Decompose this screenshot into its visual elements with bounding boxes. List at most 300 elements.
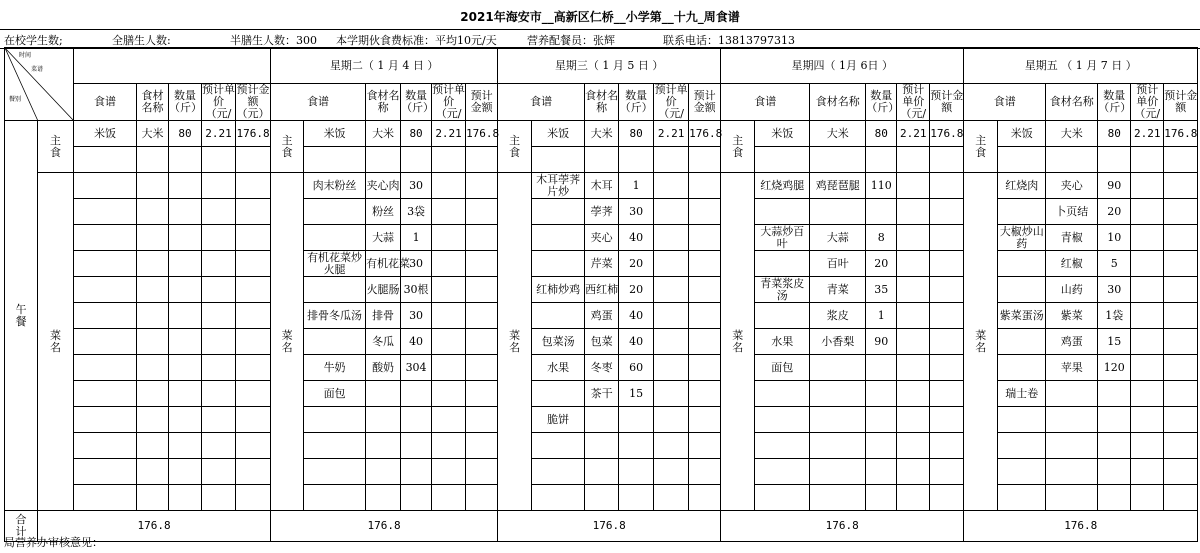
dish-ingredient — [137, 433, 169, 459]
dish-amount — [466, 173, 498, 199]
dish-ingredient — [137, 407, 169, 433]
dish-ingredient — [810, 433, 866, 459]
dish-amount — [1164, 355, 1198, 381]
dish-qty — [866, 459, 897, 485]
dish-ingredient: 夹心肉 — [366, 173, 401, 199]
table-row — [5, 173, 1198, 199]
dish-amount — [236, 225, 271, 251]
dish-qty — [866, 407, 897, 433]
dish-amount — [689, 329, 721, 355]
dish-price — [1131, 303, 1164, 329]
dish-price — [654, 459, 689, 485]
dish-amount — [1164, 381, 1198, 407]
staple-price: 2.21 — [654, 121, 689, 147]
dish-price — [654, 329, 689, 355]
dish-ingredient: 排骨 — [366, 303, 401, 329]
dish-price — [432, 277, 466, 303]
empty-cell — [137, 147, 169, 173]
page-title: 2021年海安市__高新区仁桥__小学第__十九_周食谱 — [460, 10, 740, 24]
table-row — [5, 147, 1198, 173]
dish-qty: 30 — [401, 173, 432, 199]
dish-price — [1131, 485, 1164, 511]
dish-ingredient: 大蒜 — [366, 225, 401, 251]
dish-ingredient — [137, 199, 169, 225]
dish-name — [532, 251, 585, 277]
dish-name: 红烧鸡腿 — [755, 173, 810, 199]
price-header: 预计单价（元/ — [897, 84, 930, 121]
dish-price — [1131, 459, 1164, 485]
empty-cell — [930, 147, 964, 173]
dish-name: 红柿炒鸡 — [532, 277, 585, 303]
empty-cell — [897, 147, 930, 173]
empty-cell — [689, 147, 721, 173]
dish-amount — [930, 251, 964, 277]
staple-label: 主食 — [38, 121, 74, 173]
dish-ingredient: 荸荠 — [585, 199, 619, 225]
dish-qty — [401, 433, 432, 459]
dish-name: 包菜汤 — [532, 329, 585, 355]
dish-price — [654, 173, 689, 199]
dish-qty: 30 — [401, 303, 432, 329]
dish-qty: 40 — [619, 225, 654, 251]
dish-qty: 40 — [619, 329, 654, 355]
dish-qty: 30 — [1098, 277, 1131, 303]
empty-cell — [532, 147, 585, 173]
dish-label: 菜名 — [271, 173, 304, 511]
ingredient-header: 食材名称 — [810, 84, 866, 121]
dish-amount — [689, 459, 721, 485]
dish-ingredient: 浆皮 — [810, 303, 866, 329]
dish-price — [432, 485, 466, 511]
dish-amount — [1164, 459, 1198, 485]
dish-ingredient: 包菜 — [585, 329, 619, 355]
dish-qty: 15 — [619, 381, 654, 407]
empty-cell — [755, 147, 810, 173]
dish-ingredient: 鸡蛋 — [1046, 329, 1098, 355]
day-label — [74, 48, 271, 84]
dish-price — [654, 381, 689, 407]
table-row — [5, 381, 1198, 407]
dish-name — [74, 277, 137, 303]
dish-amount — [466, 407, 498, 433]
dish-amount — [466, 459, 498, 485]
dish-name — [998, 277, 1046, 303]
dish-ingredient — [810, 407, 866, 433]
dish-ingredient — [585, 485, 619, 511]
info-bar — [0, 29, 1200, 49]
dish-ingredient: 青椒 — [1046, 225, 1098, 251]
quantity-header: 数量（斤） — [169, 84, 202, 121]
staple-ingredient: 大米 — [366, 121, 401, 147]
dish-ingredient — [137, 225, 169, 251]
table-row — [5, 329, 1198, 355]
dish-amount — [1164, 199, 1198, 225]
dish-name — [74, 381, 137, 407]
dish-name — [74, 355, 137, 381]
dish-ingredient: 鸡蛋 — [585, 303, 619, 329]
dish-qty — [169, 329, 202, 355]
dish-price — [202, 277, 236, 303]
dish-qty — [169, 303, 202, 329]
dish-ingredient — [137, 303, 169, 329]
dish-qty — [866, 355, 897, 381]
dish-qty — [619, 485, 654, 511]
quantity-header: 数量（斤） — [1098, 84, 1131, 121]
dish-price — [432, 355, 466, 381]
dish-price — [654, 485, 689, 511]
dish-price — [897, 433, 930, 459]
dish-qty: 20 — [619, 277, 654, 303]
empty-cell — [169, 147, 202, 173]
dish-label: 菜名 — [38, 173, 74, 511]
dish-qty — [866, 485, 897, 511]
dish-amount — [930, 225, 964, 251]
dish-price — [1131, 225, 1164, 251]
dish-name — [755, 459, 810, 485]
day-total: 176.8 — [38, 511, 271, 542]
dish-qty: 3袋 — [401, 199, 432, 225]
dish-amount — [466, 277, 498, 303]
dish-ingredient — [585, 407, 619, 433]
dish-amount — [1164, 251, 1198, 277]
dish-price — [654, 407, 689, 433]
dish-amount — [1164, 303, 1198, 329]
dish-qty: 40 — [619, 303, 654, 329]
dish-name — [755, 407, 810, 433]
day-total: 176.8 — [964, 511, 1198, 542]
dish-price — [432, 459, 466, 485]
dish-name — [755, 251, 810, 277]
dish-amount — [930, 381, 964, 407]
staple-qty: 80 — [619, 121, 654, 147]
dish-amount — [689, 303, 721, 329]
dish-name — [74, 303, 137, 329]
dish-price — [654, 303, 689, 329]
dish-name: 大椒炒山药 — [999, 224, 1044, 250]
dish-qty — [1098, 433, 1131, 459]
dish-name — [998, 355, 1046, 381]
dish-ingredient: 山药 — [1046, 277, 1098, 303]
dish-qty: 304 — [401, 355, 432, 381]
dish-amount — [930, 485, 964, 511]
dish-price — [1131, 173, 1164, 199]
dish-ingredient: 卜页结 — [1046, 199, 1098, 225]
dish-price — [432, 407, 466, 433]
dish-price — [1131, 355, 1164, 381]
dish-amount — [930, 173, 964, 199]
dish-price — [654, 277, 689, 303]
day-label: 星期三（ 1 月 5 日 ） — [498, 48, 721, 84]
dish-name — [998, 251, 1046, 277]
day-total: 176.8 — [721, 511, 964, 542]
price-header: 预计单价（元/ — [202, 83, 235, 120]
empty-cell — [654, 147, 689, 173]
dish-amount — [689, 225, 721, 251]
meal-label: 午餐 — [5, 121, 38, 511]
dish-name — [998, 407, 1046, 433]
day-header-row — [5, 48, 1198, 84]
dish-amount — [689, 199, 721, 225]
dish-price — [897, 329, 930, 355]
staple-amount: 176.8 — [466, 121, 498, 147]
dish-qty: 30 — [619, 199, 654, 225]
dish-qty — [169, 355, 202, 381]
full-meal-count: 全膳生人数: — [112, 34, 171, 47]
dish-price — [202, 459, 236, 485]
dish-name — [74, 433, 137, 459]
dish-amount — [930, 329, 964, 355]
dish-price — [1131, 329, 1164, 355]
dish-amount — [466, 433, 498, 459]
dish-ingredient — [366, 485, 401, 511]
dish-price — [654, 225, 689, 251]
dish-ingredient: 夹心 — [585, 225, 619, 251]
recipe-header: 食谱 — [271, 84, 366, 121]
dish-ingredient: 青菜 — [810, 277, 866, 303]
dish-ingredient: 茶干 — [585, 381, 619, 407]
dish-amount — [930, 277, 964, 303]
dish-amount — [1164, 485, 1198, 511]
dish-price — [1131, 199, 1164, 225]
dish-name: 肉末粉丝 — [304, 173, 366, 199]
dish-name — [74, 251, 137, 277]
dish-amount — [236, 329, 271, 355]
dish-name: 大蒜炒百叶 — [755, 225, 810, 251]
dish-amount — [689, 381, 721, 407]
dish-name: 瑞士卷 — [998, 381, 1046, 407]
dish-qty: 10 — [1098, 225, 1131, 251]
dish-ingredient: 粉丝 — [366, 199, 401, 225]
dish-name — [532, 303, 585, 329]
staple-dish: 米饭 — [74, 121, 137, 147]
dish-name — [532, 433, 585, 459]
dish-amount — [1164, 329, 1198, 355]
dish-price — [897, 355, 930, 381]
dish-qty — [169, 407, 202, 433]
table-row — [5, 121, 1198, 147]
dish-price — [202, 329, 236, 355]
staple-label: 主食 — [964, 121, 998, 173]
dish-name — [755, 381, 810, 407]
dish-qty — [1098, 485, 1131, 511]
dish-name — [74, 173, 137, 199]
dish-ingredient — [137, 485, 169, 511]
dish-amount — [236, 355, 271, 381]
dish-name — [532, 459, 585, 485]
table-row — [5, 485, 1198, 511]
dish-name: 红烧肉 — [998, 173, 1046, 199]
dish-name — [755, 433, 810, 459]
dish-ingredient — [366, 407, 401, 433]
corner-cell — [5, 48, 74, 121]
dish-name — [755, 303, 810, 329]
day-label: 星期五 （ 1 月 7 日 ） — [964, 48, 1198, 84]
dish-ingredient: 小香梨 — [810, 329, 866, 355]
empty-cell — [1046, 147, 1098, 173]
dish-amount — [236, 251, 271, 277]
dish-amount — [689, 173, 721, 199]
empty-cell — [619, 147, 654, 173]
dish-label: 菜名 — [721, 173, 755, 511]
day-label: 星期二（ 1 月 4 日 ） — [271, 48, 498, 84]
recipe-header: 食谱 — [721, 84, 810, 121]
dish-price — [432, 433, 466, 459]
dish-amount — [689, 407, 721, 433]
dish-price — [202, 355, 236, 381]
dish-price — [897, 225, 930, 251]
ingredient-header: 食材名称 — [585, 84, 619, 121]
recipe-header: 食谱 — [964, 84, 1046, 121]
dish-amount — [466, 303, 498, 329]
dish-amount — [236, 407, 271, 433]
dish-price — [654, 355, 689, 381]
review-opinion: 局营养办审核意见： — [4, 536, 103, 549]
dish-qty: 30根 — [401, 277, 432, 303]
dish-price — [897, 277, 930, 303]
contact-phone: 联系电话：13813797313 — [663, 34, 795, 47]
dish-price — [1131, 251, 1164, 277]
staple-price: 2.21 — [897, 121, 930, 147]
dish-name: 面包 — [755, 355, 810, 381]
dish-ingredient: 火腿肠 — [366, 277, 401, 303]
dish-qty: 20 — [866, 251, 897, 277]
amount-header: 预计金额 — [930, 84, 964, 121]
dish-ingredient — [1046, 485, 1098, 511]
empty-cell — [401, 147, 432, 173]
dish-amount — [930, 407, 964, 433]
dish-amount — [930, 459, 964, 485]
dish-ingredient — [137, 173, 169, 199]
dish-price — [202, 407, 236, 433]
dish-ingredient — [585, 433, 619, 459]
dish-name — [998, 433, 1046, 459]
dish-name — [532, 381, 585, 407]
dish-qty: 90 — [866, 329, 897, 355]
table-row — [5, 459, 1198, 485]
dish-ingredient — [810, 485, 866, 511]
dish-price — [202, 173, 236, 199]
dish-name: 水果 — [755, 329, 810, 355]
dish-price — [432, 381, 466, 407]
dish-name — [74, 459, 137, 485]
dish-price — [897, 251, 930, 277]
dish-name — [755, 485, 810, 511]
dish-amount — [466, 485, 498, 511]
dish-ingredient — [137, 277, 169, 303]
price-header: 预计单价（元/ — [432, 83, 466, 120]
dish-price — [897, 381, 930, 407]
staple-price: 2.21 — [202, 121, 236, 147]
corner-meal: 餐别 — [9, 96, 22, 103]
dish-ingredient: 鸡琵琶腿 — [810, 173, 866, 199]
dish-price — [432, 251, 466, 277]
staple-dish: 米饭 — [532, 121, 585, 147]
dish-price — [202, 485, 236, 511]
day-total: 176.8 — [271, 511, 498, 542]
dish-qty — [169, 173, 202, 199]
dish-price — [202, 251, 236, 277]
dish-qty: 1 — [401, 225, 432, 251]
dish-amount — [236, 277, 271, 303]
dish-amount — [466, 381, 498, 407]
dish-ingredient — [137, 355, 169, 381]
dish-ingredient — [1046, 381, 1098, 407]
recipe-header: 食谱 — [74, 84, 137, 121]
price-header: 预计单价（元/ — [1131, 84, 1164, 121]
staple-dish: 米饭 — [304, 121, 366, 147]
dish-ingredient — [137, 459, 169, 485]
dish-name: 紫菜蛋汤 — [998, 303, 1046, 329]
dish-ingredient: 红椒 — [1046, 251, 1098, 277]
staple-dish: 米饭 — [755, 121, 810, 147]
dish-amount — [466, 329, 498, 355]
empty-cell — [866, 147, 897, 173]
staple-amount: 176.8 — [1164, 121, 1198, 147]
quantity-header: 数量（斤） — [619, 84, 654, 121]
dish-name — [74, 407, 137, 433]
dish-amount — [1164, 277, 1198, 303]
dish-ingredient — [1046, 459, 1098, 485]
dish-price — [432, 199, 466, 225]
dish-qty — [169, 277, 202, 303]
dish-price — [654, 433, 689, 459]
empty-cell — [74, 147, 137, 173]
dish-amount — [689, 277, 721, 303]
table-row — [5, 225, 1198, 251]
dish-name — [74, 485, 137, 511]
dish-amount — [236, 303, 271, 329]
price-header: 预计单价（元/ — [654, 83, 688, 120]
dish-ingredient: 紫菜 — [1046, 303, 1098, 329]
empty-cell — [1131, 147, 1164, 173]
dish-price — [202, 225, 236, 251]
dish-qty — [619, 433, 654, 459]
dish-qty: 90 — [1098, 173, 1131, 199]
recipe-header: 食谱 — [498, 84, 585, 121]
dish-name — [304, 407, 366, 433]
empty-cell — [1098, 147, 1131, 173]
dish-price — [202, 303, 236, 329]
staple-qty: 80 — [866, 121, 897, 147]
amount-header: 预计金额 — [1164, 84, 1198, 121]
dish-ingredient — [810, 459, 866, 485]
dish-ingredient — [366, 459, 401, 485]
dish-price — [1131, 277, 1164, 303]
dish-name — [755, 199, 810, 225]
dish-qty: 35 — [866, 277, 897, 303]
dish-price — [897, 407, 930, 433]
table-row — [5, 407, 1198, 433]
dish-qty: 20 — [619, 251, 654, 277]
dish-name — [532, 485, 585, 511]
dish-amount — [930, 199, 964, 225]
dish-ingredient: 冬瓜 — [366, 329, 401, 355]
dish-amount — [930, 433, 964, 459]
dish-qty — [169, 381, 202, 407]
dietitian: 营养配餐员：张辉 — [527, 34, 615, 47]
dish-name — [304, 433, 366, 459]
dish-price — [897, 459, 930, 485]
staple-ingredient: 大米 — [585, 121, 619, 147]
dish-qty: 8 — [866, 225, 897, 251]
dish-name — [74, 199, 137, 225]
dish-ingredient — [366, 381, 401, 407]
dish-amount — [1164, 173, 1198, 199]
staple-label: 主食 — [271, 121, 304, 173]
table-row — [5, 277, 1198, 303]
dish-amount — [236, 173, 271, 199]
dish-price — [432, 329, 466, 355]
